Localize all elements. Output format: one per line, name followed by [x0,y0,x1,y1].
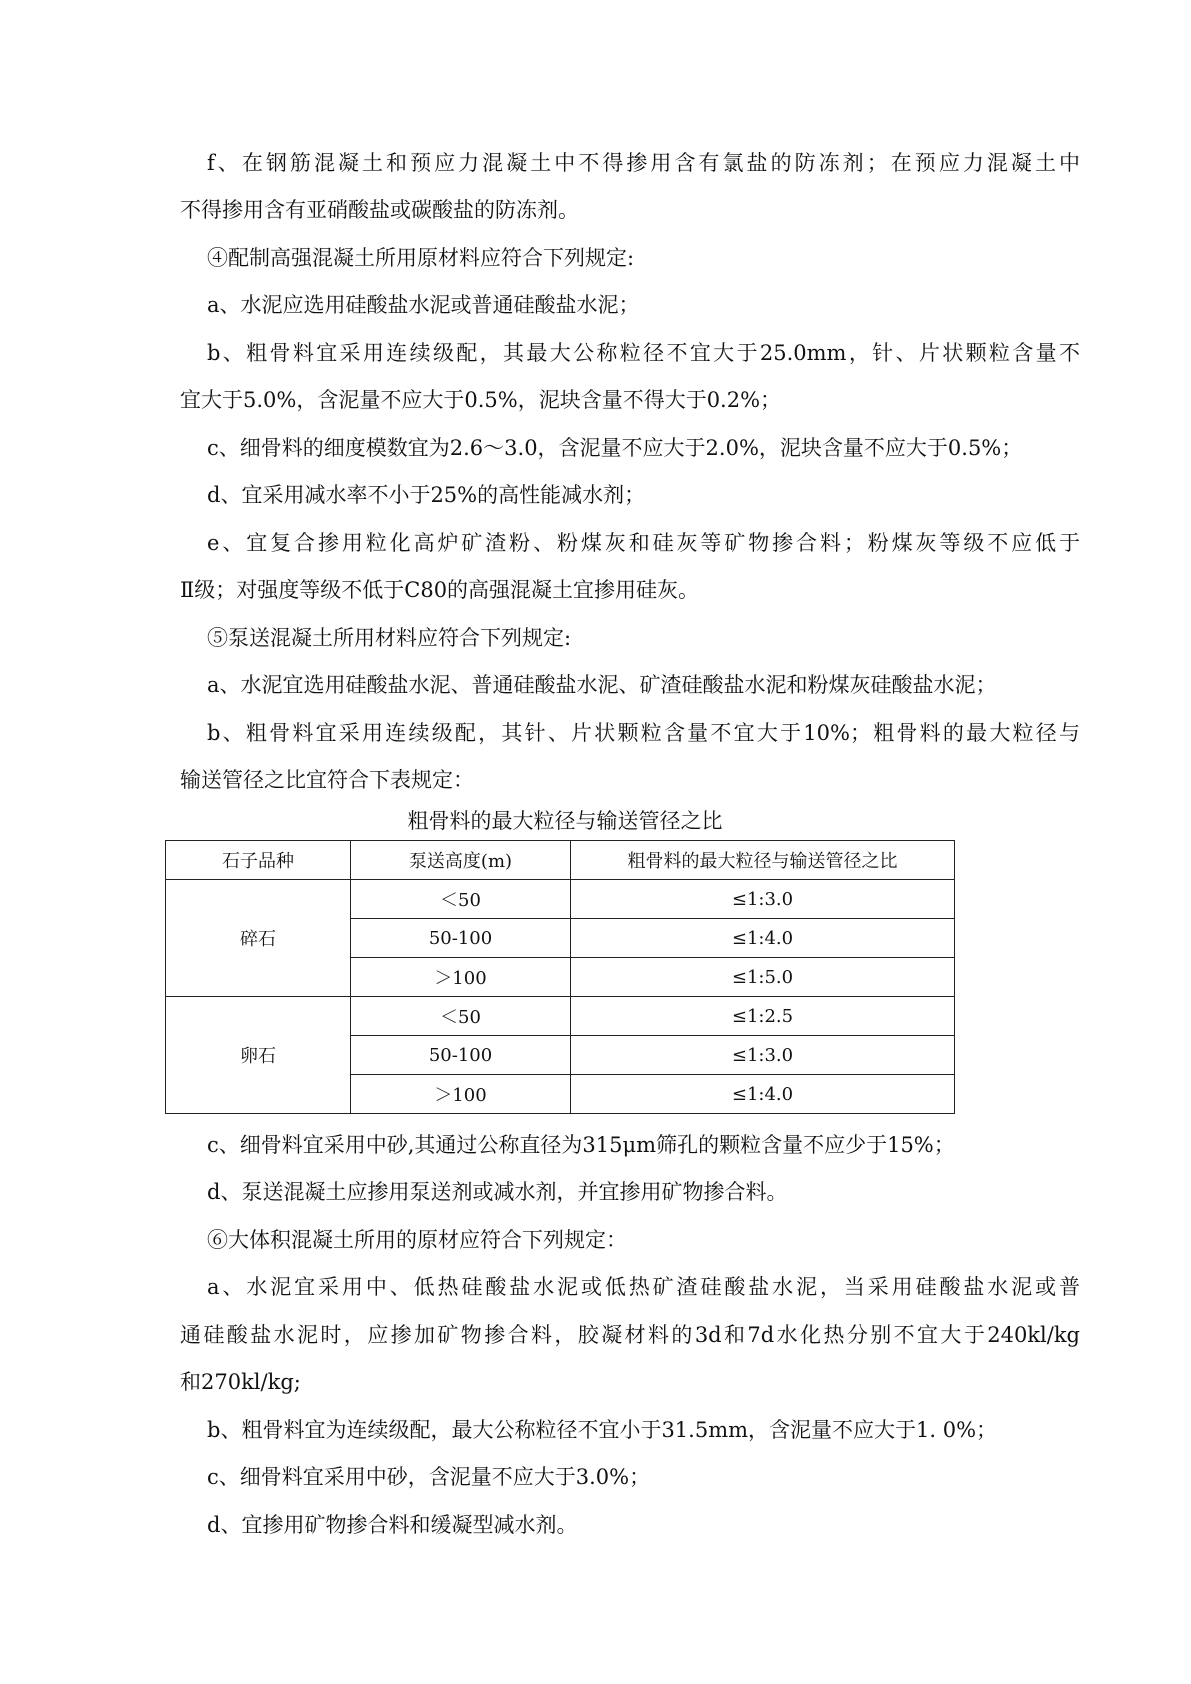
pump-height-cell: 50-100 [351,1036,571,1075]
header-pump-height: 泵送高度(m) [351,841,571,880]
paragraph-mass-a-line3: 和270kl/kg; [180,1370,301,1394]
paragraph-hs-e-line1: e、宜复合掺用粒化高炉矿渣粉、粉煤灰和硅灰等矿物掺合料；粉煤灰等级不应低于 [207,531,1080,555]
pump-height-cell: ＜50 [351,997,571,1036]
paragraph-hs-c: c、细骨料的细度模数宜为2.6～3.0，含泥量不应大于2.0%，泥块含量不应大于0.5%； [207,436,1023,460]
header-ratio: 粗骨料的最大粒径与输送管径之比 [571,841,955,880]
paragraph-mass-a-line2: 通硅酸盐水泥时，应掺加矿物掺合料，胶凝材料的3d和7d水化热分别不宜大于240kl/kg [180,1323,1080,1347]
pump-height-cell: ＞100 [351,958,571,997]
paragraph-mass-d: d、宜掺用矿物掺合料和缓凝型减水剂。 [207,1513,578,1537]
ratio-cell: ≤1:5.0 [571,958,955,997]
paragraph-hs-b-line2: 宜大于5.0%，含泥量不应大于0.5%，泥块含量不得大于0.2%； [180,388,782,412]
paragraph-pump-d: d、泵送混凝土应掺用泵送剂或减水剂，并宜掺用矿物掺合料。 [207,1180,788,1204]
section-heading-pumped: ⑤泵送混凝土所用材料应符合下列规定: [207,626,572,650]
paragraph-hs-d: d、宜采用减水率不小于25%的高性能减水剂； [207,483,646,507]
section-heading-high-strength: ④配制高强混凝土所用原材料应符合下列规定: [207,246,635,270]
paragraph-f-line1: f、在钢筋混凝土和预应力混凝土中不得掺用含有氯盐的防冻剂；在预应力混凝土中 [207,151,1080,175]
paragraph-mass-c: c、细骨料宜采用中砂，含泥量不应大于3.0%； [207,1465,651,1489]
pump-height-cell: ＜50 [351,880,571,919]
paragraph-hs-a: a、水泥应选用硅酸盐水泥或普通硅酸盐水泥； [207,293,640,317]
paragraph-pump-b-line1: b、粗骨料宜采用连续级配，其针、片状颗粒含量不宜大于10%；粗骨料的最大粒径与 [207,721,1080,745]
ratio-cell: ≤1:2.5 [571,997,955,1036]
paragraph-pump-a: a、水泥宜选用硅酸盐水泥、普通硅酸盐水泥、矿渣硅酸盐水泥和粉煤灰硅酸盐水泥； [207,673,997,697]
table-row [166,880,955,919]
paragraph-pump-c: c、细骨料宜采用中砂,其通过公称直径为315μm筛孔的颗粒含量不应少于15%； [207,1133,955,1157]
ratio-cell: ≤1:3.0 [571,880,955,919]
ratio-cell: ≤1:3.0 [571,1036,955,1075]
stone-type-cell: 卵石 [166,997,351,1114]
ratio-cell: ≤1:4.0 [571,919,955,958]
table-caption: 粗骨料的最大粒径与输送管径之比 [407,809,723,833]
pump-height-cell: 50-100 [351,919,571,958]
paragraph-mass-a-line1: a、水泥宜采用中、低热硅酸盐水泥或低热矿渣硅酸盐水泥，当采用硅酸盐水泥或普 [207,1275,1080,1299]
paragraph-hs-e-line2: Ⅱ级；对强度等级不低于C80的高强混凝土宜掺用硅灰。 [180,578,700,602]
table-row [166,997,955,1036]
paragraph-mass-b: b、粗骨料宜为连续级配，最大公称粒径不宜小于31.5mm，含泥量不应大于1. 0%； [207,1418,998,1442]
table-header-row [166,841,955,880]
paragraph-hs-b-line1: b、粗骨料宜采用连续级配，其最大公称粒径不宜大于25.0mm，针、片状颗粒含量不 [207,341,1080,365]
section-heading-mass-concrete: ⑥大体积混凝土所用的原材应符合下列规定： [207,1228,627,1252]
paragraph-pump-b-line2: 输送管径之比宜符合下表规定： [180,768,474,792]
stone-type-cell: 碎石 [166,880,351,997]
header-stone-type: 石子品种 [166,841,351,880]
paragraph-f-line2: 不得掺用含有亚硝酸盐或碳酸盐的防冻剂。 [180,198,579,222]
pump-height-cell: ＞100 [351,1075,571,1114]
aggregate-ratio-table [165,840,955,1114]
ratio-cell: ≤1:4.0 [571,1075,955,1114]
